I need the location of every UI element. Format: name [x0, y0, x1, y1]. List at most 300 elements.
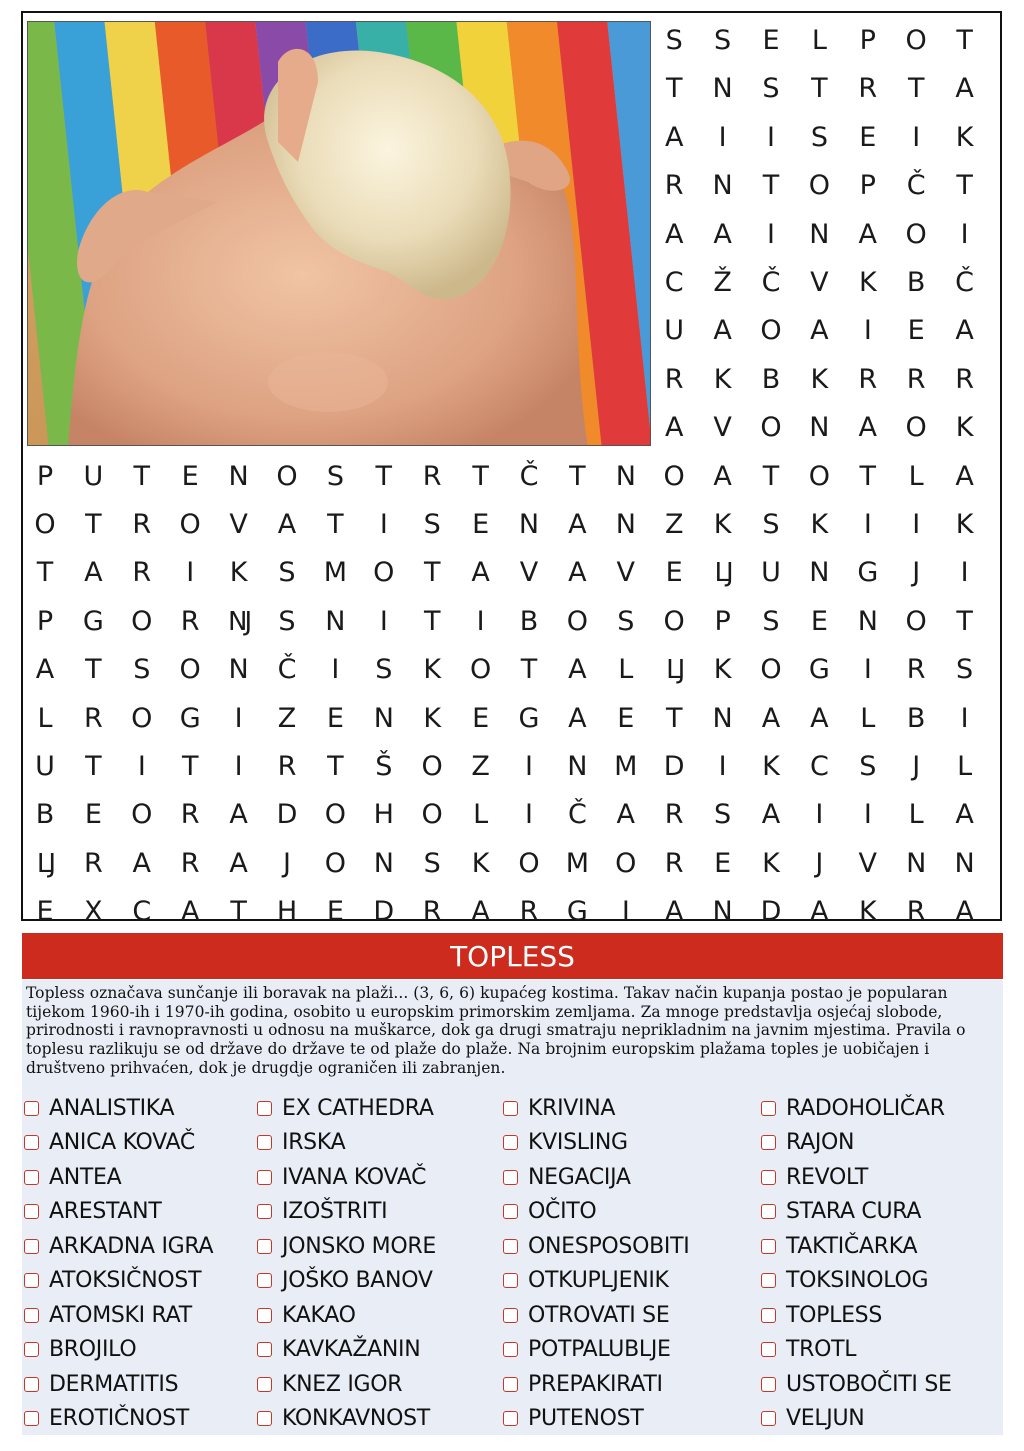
word-list-item[interactable] — [503, 1160, 689, 1195]
grid-cell[interactable]: S — [762, 509, 780, 540]
grid-cell[interactable]: K — [858, 267, 877, 298]
word-list-item[interactable] — [257, 1264, 436, 1299]
grid-cell[interactable]: A — [810, 702, 829, 734]
grid-cell[interactable]: LJ — [714, 558, 731, 589]
word-list-item[interactable] — [24, 1333, 213, 1368]
grid-cell[interactable]: R — [664, 799, 684, 831]
grid-cell[interactable]: R — [858, 73, 878, 105]
word-list-item[interactable] — [761, 1367, 952, 1402]
word-checkbox[interactable] — [24, 1377, 39, 1392]
grid-cell[interactable]: N — [615, 460, 636, 492]
grid-cell[interactable]: M — [323, 557, 348, 589]
word-list-item[interactable] — [761, 1091, 952, 1126]
grid-cell[interactable]: I — [137, 751, 146, 782]
grid-cell[interactable]: G — [179, 702, 201, 734]
word-checkbox[interactable] — [257, 1170, 272, 1185]
word-checkbox[interactable] — [257, 1411, 272, 1426]
word-list-item[interactable] — [503, 1126, 689, 1161]
grid-cell[interactable]: A — [132, 847, 152, 879]
grid-cell[interactable]: I — [234, 751, 243, 782]
grid-cell[interactable]: V — [810, 267, 829, 298]
grid-cell[interactable]: U — [35, 751, 55, 782]
grid-cell[interactable]: J — [815, 847, 824, 879]
grid-cell[interactable]: N — [809, 218, 830, 250]
grid-cell[interactable]: L — [811, 25, 827, 56]
grid-cell[interactable]: A — [229, 847, 248, 879]
grid-cell[interactable]: O — [324, 847, 347, 879]
word-list-item[interactable] — [503, 1298, 689, 1333]
grid-cell[interactable]: L — [37, 702, 53, 734]
grid-cell[interactable]: O — [131, 605, 153, 637]
grid-cell[interactable]: O — [905, 605, 927, 637]
grid-cell[interactable]: T — [230, 896, 247, 928]
grid-cell[interactable]: T — [181, 751, 199, 782]
word-checkbox[interactable] — [257, 1377, 272, 1392]
word-checkbox[interactable] — [24, 1411, 39, 1426]
grid-cell[interactable]: N — [373, 847, 394, 879]
grid-cell[interactable]: N — [712, 170, 733, 202]
grid-cell[interactable]: R — [132, 557, 152, 589]
word-list-item[interactable] — [761, 1126, 952, 1161]
grid-cell[interactable]: E — [859, 121, 877, 153]
grid-cell[interactable]: T — [859, 460, 877, 492]
grid-cell[interactable]: O — [808, 460, 831, 492]
grid-cell[interactable]: T — [85, 509, 102, 540]
word-list-item[interactable] — [503, 1091, 689, 1126]
grid-cell[interactable]: S — [326, 460, 344, 492]
grid-cell[interactable]: U — [83, 460, 104, 492]
word-checkbox[interactable] — [503, 1377, 518, 1392]
word-list-item[interactable] — [503, 1264, 689, 1299]
grid-cell[interactable]: A — [810, 896, 829, 928]
grid-cell[interactable]: K — [955, 121, 974, 153]
grid-cell[interactable]: I — [476, 605, 485, 637]
grid-cell[interactable]: I — [960, 557, 969, 589]
grid-cell[interactable]: S — [423, 509, 441, 540]
grid-cell[interactable]: S — [617, 605, 635, 637]
grid-cell[interactable]: B — [761, 363, 781, 395]
word-checkbox[interactable] — [503, 1342, 518, 1357]
grid-cell[interactable]: O — [663, 460, 685, 492]
word-checkbox[interactable] — [761, 1101, 776, 1116]
grid-cell[interactable]: X — [84, 896, 103, 928]
grid-cell[interactable]: V — [229, 509, 248, 540]
grid-cell[interactable]: E — [181, 460, 199, 492]
grid-cell[interactable]: A — [955, 799, 974, 831]
grid-cell[interactable]: R — [422, 460, 442, 492]
grid-cell[interactable]: I — [525, 799, 533, 831]
word-list-item[interactable] — [761, 1229, 952, 1264]
grid-cell[interactable]: LJ — [36, 848, 54, 879]
grid-cell[interactable]: E — [714, 847, 732, 879]
word-checkbox[interactable] — [503, 1170, 518, 1185]
word-checkbox[interactable] — [503, 1101, 518, 1116]
grid-cell[interactable]: N — [906, 847, 927, 879]
grid-cell[interactable]: V — [616, 557, 636, 589]
word-checkbox[interactable] — [761, 1342, 776, 1357]
grid-cell[interactable]: A — [713, 460, 732, 492]
grid-cell[interactable]: O — [179, 654, 201, 686]
grid-cell[interactable]: I — [525, 751, 533, 782]
grid-cell[interactable]: T — [665, 73, 683, 105]
grid-cell[interactable]: E — [472, 702, 490, 734]
grid-cell[interactable]: I — [379, 605, 388, 637]
word-checkbox[interactable] — [761, 1411, 776, 1426]
word-checkbox[interactable] — [24, 1273, 39, 1288]
grid-cell[interactable]: O — [760, 654, 782, 686]
grid-cell[interactable]: P — [36, 460, 54, 492]
grid-cell[interactable]: R — [84, 702, 103, 734]
grid-cell[interactable]: G — [82, 605, 104, 637]
grid-cell[interactable]: Ž — [713, 267, 732, 298]
grid-cell[interactable]: R — [858, 363, 878, 395]
grid-cell[interactable]: O — [663, 605, 685, 637]
grid-cell[interactable]: J — [283, 847, 291, 879]
grid-cell[interactable]: T — [956, 605, 973, 637]
grid-cell[interactable]: V — [858, 847, 878, 879]
word-list-item[interactable] — [761, 1264, 952, 1299]
grid-cell[interactable]: T — [375, 460, 393, 492]
grid-cell[interactable]: A — [568, 557, 587, 589]
grid-cell[interactable]: L — [908, 460, 924, 492]
grid-cell[interactable]: A — [84, 557, 103, 589]
grid-cell[interactable]: Z — [664, 509, 684, 540]
word-checkbox[interactable] — [257, 1101, 272, 1116]
grid-cell[interactable]: G — [857, 557, 879, 589]
word-checkbox[interactable] — [503, 1204, 518, 1219]
grid-cell[interactable]: E — [472, 509, 490, 540]
grid-cell[interactable]: O — [469, 654, 492, 686]
grid-cell[interactable]: A — [761, 702, 781, 734]
word-checkbox[interactable] — [257, 1204, 272, 1219]
word-list-item[interactable] — [24, 1402, 213, 1437]
grid-cell[interactable]: M — [565, 847, 590, 879]
grid-cell[interactable]: T — [423, 605, 441, 637]
grid-cell[interactable]: S — [665, 25, 683, 56]
grid-cell[interactable]: Č — [761, 267, 781, 298]
word-list-item[interactable] — [257, 1333, 436, 1368]
word-list-item[interactable] — [24, 1367, 213, 1402]
grid-cell[interactable]: O — [34, 509, 56, 540]
grid-cell[interactable]: M — [614, 751, 638, 782]
grid-cell[interactable]: A — [858, 218, 878, 250]
grid-cell[interactable]: A — [664, 412, 684, 444]
grid-cell[interactable]: L — [957, 751, 973, 782]
grid-cell[interactable]: O — [905, 412, 927, 444]
grid-cell[interactable]: I — [863, 799, 872, 831]
grid-cell[interactable]: K — [955, 412, 974, 444]
grid-cell[interactable]: K — [229, 557, 248, 589]
grid-cell[interactable]: G — [566, 896, 588, 928]
grid-cell[interactable]: N — [712, 896, 733, 928]
word-list-item[interactable] — [761, 1195, 952, 1230]
word-list-item[interactable] — [257, 1298, 436, 1333]
word-list-item[interactable] — [503, 1195, 689, 1230]
word-list-item[interactable] — [257, 1229, 436, 1264]
word-list-item[interactable] — [24, 1264, 213, 1299]
grid-cell[interactable]: E — [326, 702, 344, 734]
grid-cell[interactable]: I — [767, 218, 775, 250]
word-checkbox[interactable] — [761, 1239, 776, 1254]
grid-cell[interactable]: O — [324, 799, 347, 831]
grid-cell[interactable]: H — [276, 896, 298, 928]
grid-cell[interactable]: O — [760, 412, 782, 444]
grid-cell[interactable]: T — [907, 73, 925, 105]
grid-cell[interactable]: E — [326, 896, 344, 928]
grid-cell[interactable]: T — [85, 654, 102, 686]
grid-cell[interactable]: O — [421, 799, 443, 831]
word-list-item[interactable] — [503, 1333, 689, 1368]
grid-cell[interactable]: T — [665, 702, 683, 734]
grid-cell[interactable]: S — [423, 847, 441, 879]
grid-cell[interactable]: A — [955, 460, 974, 492]
grid-cell[interactable]: P — [859, 170, 876, 202]
grid-cell[interactable]: N — [712, 702, 733, 734]
grid-cell[interactable]: G — [518, 702, 540, 734]
grid-cell[interactable]: L — [618, 654, 634, 686]
grid-cell[interactable]: I — [621, 896, 630, 928]
word-checkbox[interactable] — [761, 1273, 776, 1288]
word-list-item[interactable] — [24, 1195, 213, 1230]
word-checkbox[interactable] — [24, 1101, 39, 1116]
grid-cell[interactable]: I — [718, 121, 727, 153]
grid-cell[interactable]: L — [860, 702, 876, 734]
grid-cell[interactable]: N — [228, 460, 249, 492]
grid-cell[interactable]: O — [808, 170, 831, 202]
grid-cell[interactable]: A — [664, 218, 684, 250]
grid-cell[interactable]: T — [423, 557, 441, 589]
grid-cell[interactable]: Č — [906, 170, 926, 202]
word-list-item[interactable] — [24, 1160, 213, 1195]
grid-cell[interactable]: R — [906, 896, 926, 928]
word-checkbox[interactable] — [257, 1239, 272, 1254]
grid-cell[interactable]: NJ — [228, 606, 250, 637]
grid-cell[interactable]: K — [858, 896, 877, 928]
grid-cell[interactable]: K — [762, 847, 780, 879]
grid-cell[interactable]: N — [228, 654, 249, 686]
grid-cell[interactable]: I — [767, 121, 775, 153]
grid-cell[interactable]: R — [180, 799, 200, 831]
grid-cell[interactable]: O — [131, 799, 153, 831]
grid-cell[interactable]: Č — [519, 460, 539, 492]
word-checkbox[interactable] — [761, 1308, 776, 1323]
grid-cell[interactable]: T — [956, 25, 973, 56]
grid-cell[interactable]: N — [954, 847, 975, 879]
word-list-item[interactable] — [761, 1333, 952, 1368]
grid-cell[interactable]: I — [960, 218, 969, 250]
grid-cell[interactable]: A — [761, 799, 781, 831]
grid-cell[interactable]: K — [713, 363, 732, 395]
grid-cell[interactable]: S — [714, 25, 732, 56]
grid-cell[interactable]: B — [906, 267, 926, 298]
word-list-item[interactable] — [257, 1091, 436, 1126]
grid-cell[interactable]: H — [373, 799, 394, 831]
grid-cell[interactable]: A — [955, 73, 974, 105]
grid-cell[interactable]: I — [960, 702, 969, 734]
grid-cell[interactable]: R — [664, 363, 684, 395]
grid-cell[interactable]: K — [423, 702, 442, 734]
grid-cell[interactable]: N — [615, 509, 636, 540]
grid-cell[interactable]: O — [373, 557, 395, 589]
grid-cell[interactable]: R — [132, 509, 152, 540]
word-checkbox[interactable] — [503, 1411, 518, 1426]
word-checkbox[interactable] — [503, 1308, 518, 1323]
word-list-item[interactable] — [761, 1160, 952, 1195]
grid-cell[interactable]: K — [423, 654, 442, 686]
grid-cell[interactable]: R — [277, 751, 297, 782]
grid-cell[interactable]: V — [713, 412, 732, 444]
grid-cell[interactable]: R — [519, 896, 539, 928]
grid-cell[interactable]: S — [762, 73, 780, 105]
grid-cell[interactable]: I — [863, 315, 872, 347]
grid-cell[interactable]: A — [568, 509, 587, 540]
grid-cell[interactable]: A — [713, 315, 732, 347]
grid-cell[interactable]: A — [568, 702, 587, 734]
grid-cell[interactable]: Š — [375, 751, 393, 782]
word-list-item[interactable] — [761, 1402, 952, 1437]
word-checkbox[interactable] — [257, 1273, 272, 1288]
grid-cell[interactable]: K — [810, 363, 829, 395]
word-checkbox[interactable] — [257, 1342, 272, 1357]
grid-cell[interactable]: A — [568, 654, 587, 686]
grid-cell[interactable]: A — [955, 896, 974, 928]
grid-cell[interactable]: S — [278, 557, 296, 589]
grid-cell[interactable]: I — [912, 509, 921, 540]
grid-cell[interactable]: T — [520, 654, 538, 686]
grid-cell[interactable]: K — [810, 509, 829, 540]
grid-cell[interactable]: K — [713, 654, 732, 686]
grid-cell[interactable]: O — [615, 847, 637, 879]
word-checkbox[interactable] — [761, 1170, 776, 1185]
grid-cell[interactable]: S — [133, 654, 151, 686]
word-checkbox[interactable] — [761, 1135, 776, 1150]
word-list-item[interactable] — [761, 1298, 952, 1333]
grid-cell[interactable]: N — [325, 605, 346, 637]
word-list-item[interactable] — [503, 1229, 689, 1264]
word-checkbox[interactable] — [24, 1239, 39, 1254]
grid-cell[interactable]: I — [863, 509, 872, 540]
grid-cell[interactable]: C — [132, 896, 152, 928]
grid-cell[interactable]: S — [859, 751, 877, 782]
grid-cell[interactable]: A — [180, 896, 200, 928]
grid-cell[interactable]: P — [36, 605, 54, 637]
word-list-item[interactable] — [257, 1126, 436, 1161]
grid-cell[interactable]: N — [518, 509, 540, 540]
grid-cell[interactable]: T — [762, 170, 780, 202]
word-list-item[interactable] — [24, 1091, 213, 1126]
grid-cell[interactable]: S — [956, 654, 974, 686]
grid-cell[interactable]: E — [84, 799, 102, 831]
grid-cell[interactable]: K — [471, 847, 490, 879]
grid-cell[interactable]: R — [422, 896, 442, 928]
grid-cell[interactable]: O — [760, 315, 782, 347]
grid-cell[interactable]: A — [471, 896, 490, 928]
grid-cell[interactable]: V — [519, 557, 539, 589]
grid-cell[interactable]: T — [569, 460, 586, 492]
grid-cell[interactable]: A — [664, 896, 684, 928]
word-list-item[interactable] — [257, 1195, 436, 1230]
grid-cell[interactable]: A — [810, 315, 829, 347]
grid-cell[interactable]: A — [277, 509, 297, 540]
word-checkbox[interactable] — [761, 1204, 776, 1219]
grid-cell[interactable]: D — [760, 896, 782, 928]
grid-cell[interactable]: T — [956, 170, 973, 202]
grid-cell[interactable]: T — [327, 751, 344, 782]
grid-cell[interactable]: N — [857, 605, 878, 637]
grid-cell[interactable]: I — [331, 654, 340, 686]
word-list-item[interactable] — [257, 1402, 436, 1437]
grid-cell[interactable]: T — [36, 557, 54, 589]
word-list-item[interactable] — [257, 1367, 436, 1402]
grid-cell[interactable]: R — [955, 363, 974, 395]
grid-cell[interactable]: A — [664, 121, 684, 153]
grid-cell[interactable]: T — [133, 460, 151, 492]
grid-cell[interactable]: C — [664, 267, 684, 298]
word-list-item[interactable] — [257, 1160, 436, 1195]
grid-cell[interactable]: D — [663, 751, 685, 782]
grid-cell[interactable]: Č — [567, 799, 587, 831]
grid-cell[interactable]: E — [762, 25, 780, 56]
grid-cell[interactable]: LJ — [666, 655, 683, 686]
grid-cell[interactable]: J — [912, 751, 921, 782]
grid-cell[interactable]: P — [859, 25, 876, 56]
grid-cell[interactable]: G — [808, 654, 830, 686]
grid-cell[interactable]: O — [905, 218, 927, 250]
grid-cell[interactable]: T — [811, 73, 828, 105]
grid-cell[interactable]: I — [379, 509, 388, 540]
grid-cell[interactable]: I — [863, 654, 872, 686]
grid-cell[interactable]: R — [180, 847, 200, 879]
word-checkbox[interactable] — [24, 1135, 39, 1150]
grid-cell[interactable]: N — [809, 412, 830, 444]
grid-cell[interactable]: K — [955, 509, 974, 540]
grid-cell[interactable]: R — [906, 363, 926, 395]
grid-cell[interactable]: D — [373, 896, 395, 928]
grid-cell[interactable]: C — [809, 751, 829, 782]
grid-cell[interactable]: R — [664, 847, 684, 879]
grid-cell[interactable]: L — [473, 799, 489, 831]
word-checkbox[interactable] — [24, 1308, 39, 1323]
word-checkbox[interactable] — [503, 1135, 518, 1150]
word-list-item[interactable] — [24, 1298, 213, 1333]
grid-cell[interactable]: Č — [277, 654, 297, 686]
word-checkbox[interactable] — [24, 1170, 39, 1185]
word-checkbox[interactable] — [503, 1273, 518, 1288]
grid-cell[interactable]: Č — [955, 267, 975, 298]
grid-cell[interactable]: R — [180, 605, 200, 637]
grid-cell[interactable]: T — [762, 460, 780, 492]
grid-cell[interactable]: R — [84, 847, 103, 879]
grid-cell[interactable]: B — [35, 799, 55, 831]
grid-cell[interactable]: B — [906, 702, 926, 734]
grid-cell[interactable]: N — [712, 73, 733, 105]
grid-cell[interactable]: O — [276, 460, 298, 492]
word-checkbox[interactable] — [761, 1377, 776, 1392]
grid-cell[interactable]: O — [905, 25, 927, 56]
grid-cell[interactable]: O — [566, 605, 589, 637]
grid-cell[interactable]: O — [421, 751, 443, 782]
grid-cell[interactable]: P — [714, 605, 731, 637]
word-checkbox[interactable] — [24, 1204, 39, 1219]
grid-cell[interactable]: K — [713, 509, 732, 540]
grid-cell[interactable]: A — [713, 218, 732, 250]
word-list-item[interactable] — [503, 1402, 689, 1437]
grid-cell[interactable]: I — [912, 121, 921, 153]
grid-cell[interactable]: I — [186, 557, 195, 589]
word-list-item[interactable] — [24, 1126, 213, 1161]
grid-cell[interactable]: E — [810, 605, 828, 637]
grid-cell[interactable]: N — [373, 702, 394, 734]
